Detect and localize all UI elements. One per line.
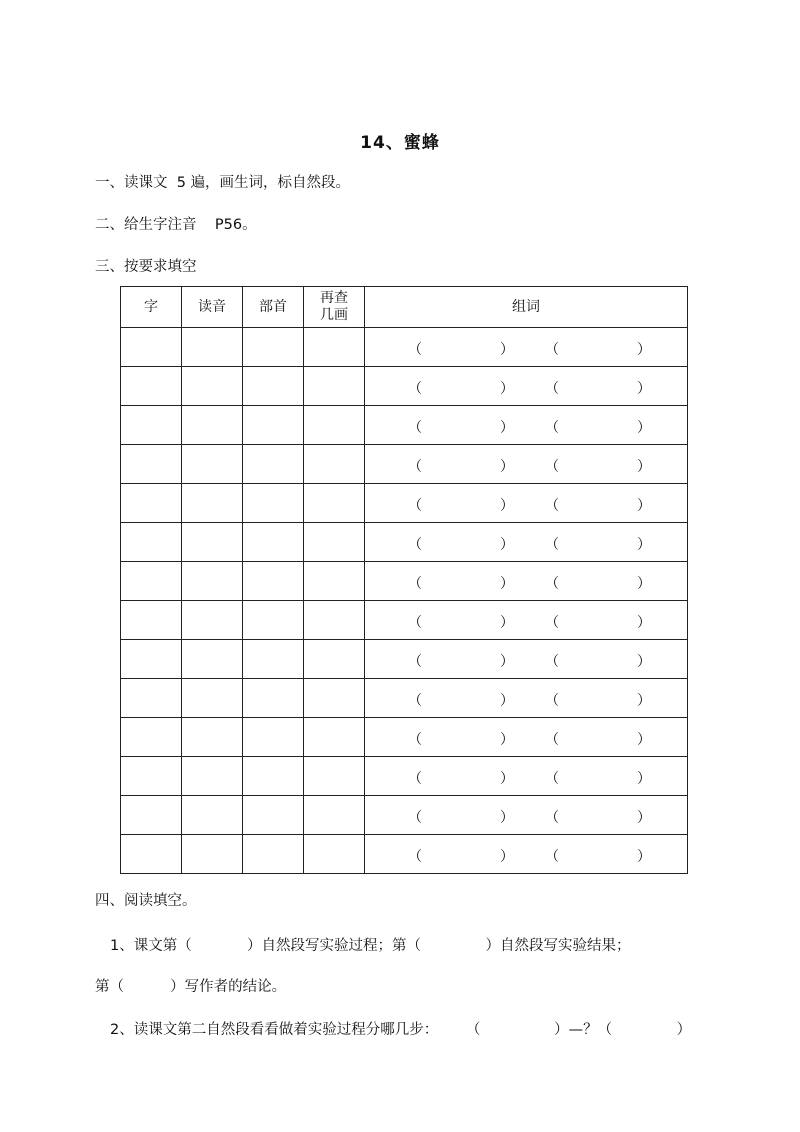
cell-character[interactable] [121, 718, 182, 757]
cell-character[interactable] [121, 328, 182, 367]
table-header-row [121, 287, 688, 328]
open-paren-2: （ [545, 732, 559, 748]
close-paren-2: ） [637, 537, 651, 553]
cell-character[interactable] [121, 835, 182, 874]
open-paren-2: （ [545, 654, 559, 670]
cell-radical[interactable] [243, 601, 304, 640]
cell-pronunciation[interactable] [182, 367, 243, 406]
cell-stroke-count[interactable] [304, 406, 365, 445]
instruction-1: 一、读课文 5 遍，画生词，标自然段。 [95, 175, 351, 191]
close-paren-1: ） [500, 342, 514, 358]
cell-word-building[interactable] [365, 484, 688, 523]
open-paren-2: （ [545, 342, 559, 358]
close-paren-2: ） [637, 498, 651, 514]
page-title: 14、蜜蜂 [360, 133, 440, 153]
close-paren-2: ） [637, 459, 651, 475]
close-paren-1: ） [500, 771, 514, 787]
cell-radical[interactable] [243, 679, 304, 718]
cell-pronunciation[interactable] [182, 718, 243, 757]
cell-character[interactable] [121, 445, 182, 484]
open-paren-2: （ [545, 849, 559, 865]
close-paren-1: ） [500, 420, 514, 436]
cell-word-building[interactable] [365, 328, 688, 367]
close-paren-2: ） [637, 771, 651, 787]
cell-radical[interactable] [243, 640, 304, 679]
cell-character[interactable] [121, 367, 182, 406]
cell-radical[interactable] [243, 367, 304, 406]
close-paren-2: ） [637, 849, 651, 865]
cell-stroke-count[interactable] [304, 796, 365, 835]
open-paren-1: （ [408, 459, 422, 475]
close-paren-1: ） [500, 849, 514, 865]
header-radical: 部首 [243, 287, 304, 328]
cell-pronunciation[interactable] [182, 484, 243, 523]
close-paren-1: ） [500, 810, 514, 826]
cell-stroke-count[interactable] [304, 757, 365, 796]
header-stroke-count-label: 再查 几画 [320, 290, 348, 323]
word-blanks [365, 562, 687, 600]
cell-stroke-count[interactable] [304, 484, 365, 523]
close-paren-1: ） [500, 576, 514, 592]
close-paren-2: ） [637, 732, 651, 748]
cell-radical[interactable] [243, 406, 304, 445]
open-paren-2: （ [545, 498, 559, 514]
cell-word-building[interactable] [365, 601, 688, 640]
word-blanks [365, 445, 687, 483]
close-paren-2: ） [637, 654, 651, 670]
cell-pronunciation[interactable] [182, 445, 243, 484]
cell-radical[interactable] [243, 562, 304, 601]
cell-stroke-count[interactable] [304, 523, 365, 562]
cell-character[interactable] [121, 601, 182, 640]
cell-radical[interactable] [243, 523, 304, 562]
instruction-2: 二、给生字注音 P56。 [95, 217, 257, 233]
cell-radical[interactable] [243, 484, 304, 523]
cell-pronunciation[interactable] [182, 796, 243, 835]
word-blanks [365, 328, 687, 366]
cell-word-building[interactable] [365, 679, 688, 718]
instruction-3: 三、按要求填空 [95, 259, 197, 275]
open-paren-1: （ [408, 537, 422, 553]
cell-character[interactable] [121, 523, 182, 562]
table-row [121, 796, 688, 835]
cell-word-building[interactable] [365, 835, 688, 874]
close-paren-2: ） [637, 693, 651, 709]
cell-radical[interactable] [243, 796, 304, 835]
table-row [121, 562, 688, 601]
open-paren-1: （ [408, 615, 422, 631]
cell-stroke-count[interactable] [304, 367, 365, 406]
cell-stroke-count[interactable] [304, 601, 365, 640]
word-blanks [365, 757, 687, 795]
open-paren-1: （ [408, 693, 422, 709]
header-character: 字 [121, 287, 182, 328]
cell-word-building[interactable] [365, 718, 688, 757]
cell-pronunciation[interactable] [182, 601, 243, 640]
close-paren-2: ） [637, 576, 651, 592]
table-row [121, 601, 688, 640]
table-row [121, 679, 688, 718]
close-paren-1: ） [500, 693, 514, 709]
close-paren-2: ） [637, 381, 651, 397]
cell-pronunciation[interactable] [182, 328, 243, 367]
cell-character[interactable] [121, 757, 182, 796]
open-paren-2: （ [545, 615, 559, 631]
word-blanks [365, 523, 687, 561]
word-blanks [365, 367, 687, 405]
cell-pronunciation[interactable] [182, 679, 243, 718]
close-paren-2: ） [637, 420, 651, 436]
word-blanks [365, 679, 687, 717]
open-paren-1: （ [408, 849, 422, 865]
cell-stroke-count[interactable] [304, 445, 365, 484]
open-paren-1: （ [408, 576, 422, 592]
cell-radical[interactable] [243, 718, 304, 757]
word-blanks [365, 718, 687, 756]
table-row [121, 757, 688, 796]
character-table [120, 286, 688, 874]
open-paren-2: （ [545, 693, 559, 709]
cell-character[interactable] [121, 796, 182, 835]
open-paren-2: （ [545, 420, 559, 436]
close-paren-1: ） [500, 498, 514, 514]
cell-stroke-count[interactable] [304, 718, 365, 757]
cell-pronunciation[interactable] [182, 835, 243, 874]
cell-stroke-count[interactable] [304, 640, 365, 679]
open-paren-1: （ [408, 381, 422, 397]
header-stroke-count [304, 287, 365, 328]
cell-character[interactable] [121, 640, 182, 679]
word-blanks [365, 796, 687, 834]
cell-radical[interactable] [243, 328, 304, 367]
close-paren-1: ） [500, 732, 514, 748]
cell-character[interactable] [121, 679, 182, 718]
open-paren-1: （ [408, 342, 422, 358]
cell-word-building[interactable] [365, 523, 688, 562]
open-paren-2: （ [545, 459, 559, 475]
cell-character[interactable] [121, 562, 182, 601]
close-paren-1: ） [500, 381, 514, 397]
word-blanks [365, 640, 687, 678]
question-2: 2、读课文第二自然段看看做着实验过程分哪几步： （ ）—？（ ） [110, 1022, 692, 1038]
cell-word-building[interactable] [365, 796, 688, 835]
open-paren-1: （ [408, 654, 422, 670]
open-paren-2: （ [545, 576, 559, 592]
cell-pronunciation[interactable] [182, 640, 243, 679]
open-paren-1: （ [408, 771, 422, 787]
open-paren-1: （ [408, 810, 422, 826]
question-1-continued: 第（ ）写作者的结论。 [95, 979, 287, 995]
table-row [121, 445, 688, 484]
cell-word-building[interactable] [365, 640, 688, 679]
cell-stroke-count[interactable] [304, 328, 365, 367]
open-paren-2: （ [545, 810, 559, 826]
word-blanks [365, 484, 687, 522]
cell-word-building[interactable] [365, 406, 688, 445]
cell-stroke-count[interactable] [304, 679, 365, 718]
table-row [121, 406, 688, 445]
table-row [121, 523, 688, 562]
cell-radical[interactable] [243, 445, 304, 484]
cell-pronunciation[interactable] [182, 757, 243, 796]
cell-stroke-count[interactable] [304, 835, 365, 874]
cell-stroke-count[interactable] [304, 562, 365, 601]
close-paren-2: ） [637, 342, 651, 358]
header-pronunciation: 读音 [182, 287, 243, 328]
table-row [121, 328, 688, 367]
open-paren-2: （ [545, 381, 559, 397]
table-row [121, 718, 688, 757]
open-paren-1: （ [408, 732, 422, 748]
word-blanks [365, 406, 687, 444]
open-paren-2: （ [545, 537, 559, 553]
close-paren-1: ） [500, 654, 514, 670]
table-row [121, 835, 688, 874]
word-blanks [365, 601, 687, 639]
cell-radical[interactable] [243, 757, 304, 796]
cell-radical[interactable] [243, 835, 304, 874]
open-paren-1: （ [408, 498, 422, 514]
question-1: 1、课文第（ ）自然段写实验过程；第（ ）自然段写实验结果； [110, 938, 631, 954]
close-paren-2: ） [637, 810, 651, 826]
section-four-heading: 四、阅读填空。 [95, 893, 197, 909]
cell-character[interactable] [121, 484, 182, 523]
close-paren-1: ） [500, 537, 514, 553]
cell-pronunciation[interactable] [182, 562, 243, 601]
cell-character[interactable] [121, 406, 182, 445]
word-blanks [365, 835, 687, 873]
cell-word-building[interactable] [365, 445, 688, 484]
close-paren-1: ） [500, 615, 514, 631]
header-word-building: 组词 [365, 287, 688, 328]
cell-pronunciation[interactable] [182, 406, 243, 445]
table-row [121, 367, 688, 406]
cell-pronunciation[interactable] [182, 523, 243, 562]
close-paren-2: ） [637, 615, 651, 631]
open-paren-1: （ [408, 420, 422, 436]
table-row [121, 484, 688, 523]
cell-word-building[interactable] [365, 757, 688, 796]
cell-word-building[interactable] [365, 562, 688, 601]
close-paren-1: ） [500, 459, 514, 475]
cell-word-building[interactable] [365, 367, 688, 406]
table-row [121, 640, 688, 679]
open-paren-2: （ [545, 771, 559, 787]
